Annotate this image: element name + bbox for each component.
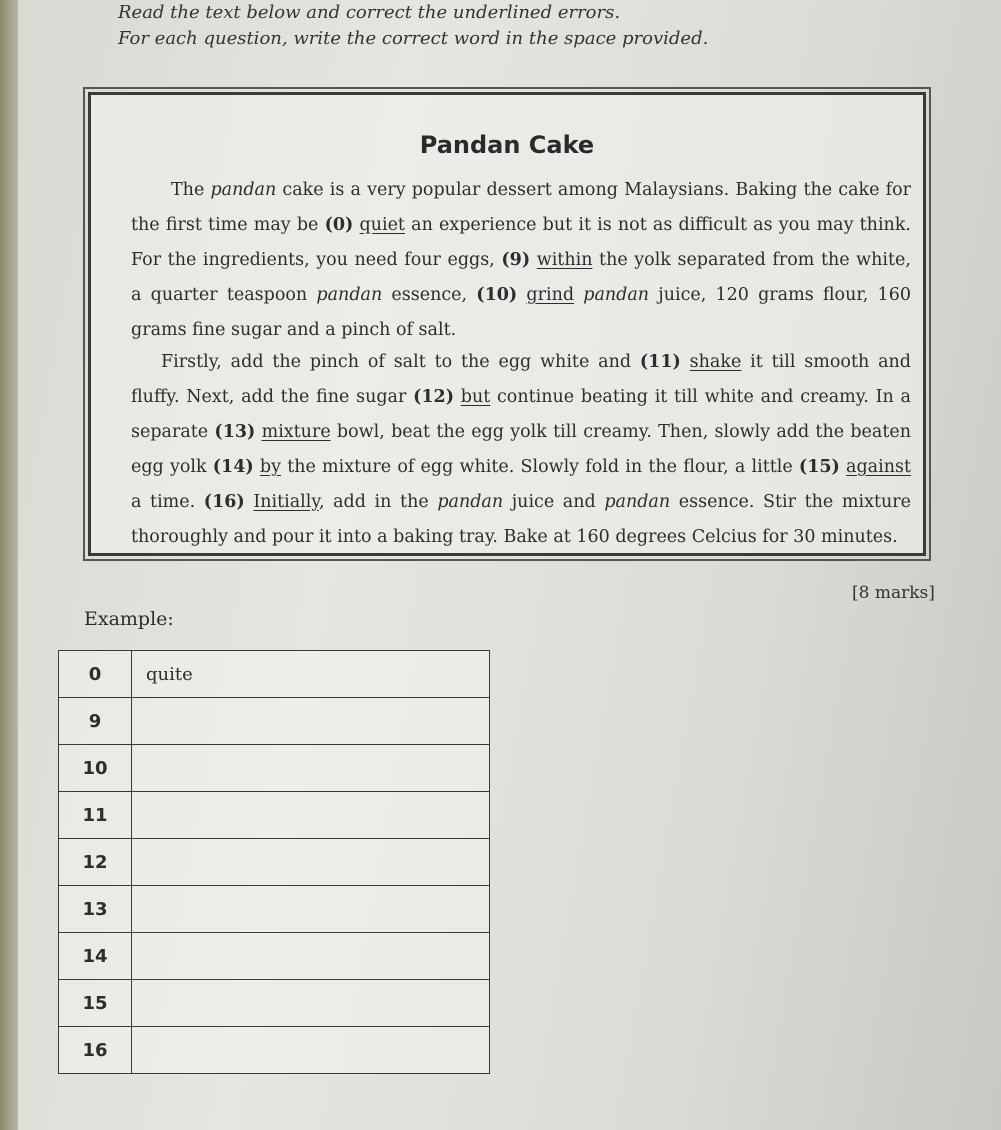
question-number-cell: 10 [59,745,132,792]
question-number-cell: 15 [59,980,132,1027]
passage-text: , add in the [318,492,438,512]
answer-cell[interactable] [132,745,490,792]
underlined-error: by [259,457,281,477]
answer-row [59,651,490,698]
question-number: (12) [413,387,455,407]
question-number-cell: 16 [59,1027,132,1074]
passage-text: essence, [382,285,477,305]
instruction-line-1: Read the text below and correct the underlined errors. [118,2,621,23]
passage-text: essence. Stir the mixture thoroughly and pour it into a baking tray. Bake at 160 degrees Celcius for 30 minutes. [131,492,911,547]
underlined-error: but [460,387,491,407]
underlined-error: shake [689,352,742,372]
question-number: (10) [476,285,518,305]
page-shadow [0,0,18,1130]
paragraph-2 [131,345,911,555]
underlined-error: Initially [253,492,319,512]
underlined-error: within [536,250,593,270]
answer-table [58,650,490,1074]
answer-row [59,1027,490,1074]
passage-text [574,285,583,305]
answer-cell[interactable] [132,933,490,980]
underlined-error: quiet [359,215,405,235]
answer-row [59,839,490,886]
paragraph-1 [131,173,911,348]
question-number-cell: 9 [59,698,132,745]
passage-text [454,387,461,407]
question-number: (9) [501,250,531,270]
question-number-cell: 11 [59,792,132,839]
instruction-line-2: For each question, write the correct word in the space provided. [118,28,709,49]
answer-row [59,886,490,933]
question-number-cell: 14 [59,933,132,980]
question-number-cell: 0 [59,651,132,698]
passage-text [530,250,537,270]
underlined-error: against [846,457,911,477]
passage-text: the yolk separated from the white, a quarter teaspoon [131,250,911,305]
question-number-cell: 13 [59,886,132,933]
marks-label: [8 marks] [852,583,935,603]
italic-word: pandan [437,492,504,512]
answer-row [59,980,490,1027]
answer-cell[interactable] [132,886,490,933]
passage-text: it till smooth and fluffy. Next, add the fine sugar [131,352,911,407]
italic-word: pandan [604,492,671,512]
answer-row [59,933,490,980]
instructions [118,0,708,52]
answer-cell[interactable] [132,698,490,745]
passage-text: the mixture of egg white. Slowly fold in the flour, a little [281,457,799,477]
passage-text: cake is a very popular dessert among Malaysians. Baking the cake for the first time may be [131,180,911,235]
italic-word: pandan [316,285,383,305]
passage-text: a time. [131,492,204,512]
underlined-error: grind [526,285,575,305]
passage-box [88,92,926,556]
answer-cell[interactable]: quite [132,651,490,698]
question-number-cell: 12 [59,839,132,886]
passage-text: bowl, beat the egg yolk till creamy. Then, slowly add the beaten egg yolk [131,422,911,477]
question-number: (13) [214,422,256,442]
answer-cell[interactable] [132,792,490,839]
passage-text: The [171,180,211,200]
answer-row [59,792,490,839]
passage-text: continue beating it till white and creamy. In a separate [131,387,911,442]
question-number: (0) [324,215,354,235]
passage-text: juice, 120 grams flour, 160 grams fine sugar and a pinch of salt. [131,285,911,340]
underlined-error: mixture [261,422,331,442]
passage-text [681,352,690,372]
passage-text: juice and [503,492,605,512]
question-number: (14) [212,457,254,477]
italic-word: pandan [210,180,277,200]
italic-word: pandan [583,285,650,305]
question-number: (16) [203,492,245,512]
passage-text: Firstly, add the pinch of salt to the egg white and [161,352,640,372]
answer-row [59,698,490,745]
answer-cell[interactable] [132,1027,490,1074]
passage-text: an experience but it is not as difficult as you may think. For the ingredients, you need four eggs, [131,215,911,270]
answer-row [59,745,490,792]
example-label: Example: [84,608,174,630]
passage-title: Pandan Cake [419,131,595,159]
answer-cell[interactable] [132,839,490,886]
question-number: (15) [798,457,840,477]
answer-cell[interactable] [132,980,490,1027]
question-number: (11) [639,352,681,372]
